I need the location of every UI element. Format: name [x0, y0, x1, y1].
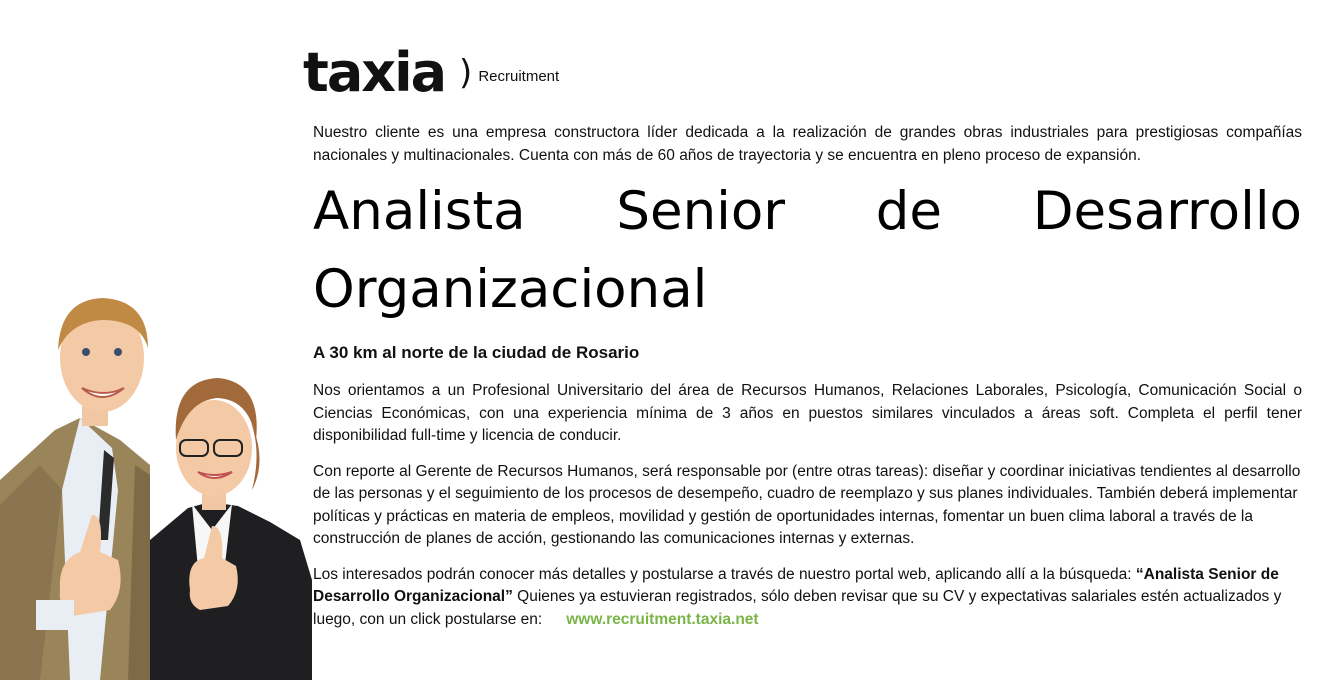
profile-paragraph: Nos orientamos a un Profesional Universitario del área de Recursos Humanos, Relaciones Laborales, Psicología, Comunicación Social o Ciencias Económicas, con una experiencia mínima de 3 años en puestos similares vinculados a áreas soft. Completa el perfil tener disponibilidad full-time y licencia de conducir.: [313, 382, 1302, 444]
apply-search-term: “Analista Senior de Desarrollo Organizacional”: [313, 565, 1279, 605]
job-title: Analista Senior de Desarrollo Organizacional: [313, 181, 1302, 320]
job-location: A 30 km al norte de la ciudad de Rosario: [313, 343, 640, 362]
apply-text-2: Quienes ya estuvieran registrados, sólo deben revisar que su CV y expectativas salariales estén actualizados y luego, con un click postularse en:: [313, 588, 1282, 628]
recruitment-url-link[interactable]: www.recruitment.taxia.net: [566, 610, 759, 628]
apply-paragraph: [313, 564, 1302, 632]
company-intro: Nuestro cliente es una empresa constructora líder dedicada a la realización de grandes obras industriales para prestigiosas compañías nacionales y multinacionales. Cuenta con más de 60 años de trayectoria y se encuentra en pleno proceso de expansión.: [313, 124, 1302, 164]
logo-subtitle: Recruitment: [478, 67, 560, 85]
responsibilities-paragraph: Con reporte al Gerente de Recursos Humanos, será responsable por (entre otras tareas): diseñar y coordinar iniciativas tendientes al desarrollo de las personas y el seguimiento de los procesos de desempeño, cuadro de reemplazo y sus planes individuales. También deberá implementar políticas y prácticas en materia de empleos, movilidad y gestión de oportunidades internas, fomentar un buen clima laboral a través de la construcción de planes de acción, gestionando las comunicaciones internas y externas.: [313, 462, 1301, 547]
job-posting-body: [313, 122, 1302, 644]
logo-wordmark: taxia: [303, 41, 446, 104]
company-logo: [303, 41, 560, 104]
logo-parenthesis: ): [459, 53, 473, 93]
two-people-thumbs-up-photo: [0, 290, 312, 680]
apply-text-1: Los interesados podrán conocer más detalles y postularse a través de nuestro portal web, aplicando allí a la búsqueda:: [313, 565, 1136, 583]
